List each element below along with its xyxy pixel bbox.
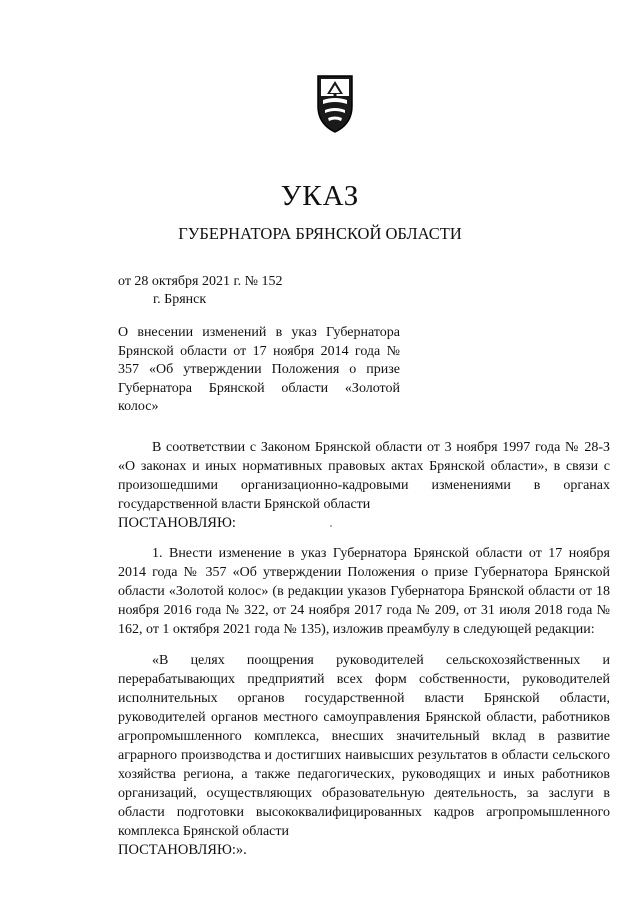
city: г. Брянск bbox=[153, 292, 207, 307]
coat-of-arms-icon bbox=[310, 72, 360, 134]
preamble-block bbox=[118, 438, 610, 533]
quote-block bbox=[118, 651, 610, 860]
document-subtitle: ГУБЕРНАТОРА БРЯНСКОЙ ОБЛАСТИ bbox=[178, 224, 462, 243]
document-title: УКАЗ bbox=[280, 180, 360, 212]
scan-speck bbox=[330, 525, 332, 527]
date-and-number: от 28 октября 2021 г. № 152 bbox=[118, 274, 283, 289]
item-1-block bbox=[118, 544, 610, 639]
item-1-text: 1. Внести изменение в указ Губернатора Брянской области от 17 ноября 2014 года № 357 «Об утверждении Положения о призе Губернатора Брянской области «Золотой колос» (в редакции указов Губернатора Брянской области от 18 ноября 2016 года № 322, от 24 ноября 2017 года № 209, от 31 июля 2018 года № 162, от 1 октября 2021 года № 135), изложив преамбулу в следующей редакции: bbox=[118, 546, 610, 637]
quote-end: ПОСТАНОВЛЯЮ:». bbox=[118, 842, 247, 858]
decree-subject: О внесении изменений в указ Губернатора Брянской области от 17 ноября 2014 года № 357 «Об утверждении Положения о призе Губернатора Брянской области «Золотой колос» bbox=[118, 325, 400, 414]
preamble-text: В соответствии с Законом Брянской области от 3 ноября 1997 года № 28-З «О законах и иных нормативных правовых актах Брянской области», в связи с произошедшими организационно-кадровыми изменениями в органах государственной власти Брянской области bbox=[118, 440, 610, 512]
decree-word: ПОСТАНОВЛЯЮ: bbox=[118, 515, 236, 531]
quoted-preamble: «В целях поощрения руководителей сельскохозяйственных и перерабатывающих предприятий всех форм собственности, руководителей исполнительных органов государственной власти Брянской области, руководителей органов местного самоуправления Брянской области, работников агропромышленного комплекса, внесших значительный вклад в развитие аграрного производства и достигших наивысших результатов в области сельского хозяйства региона, а также педагогических, руководящих и иных работников организаций, осуществляющих образовательную деятельность, за заслуги в области подготовки высококвалифицированных кадров агропромышленного комплекса Брянской области bbox=[118, 653, 610, 839]
